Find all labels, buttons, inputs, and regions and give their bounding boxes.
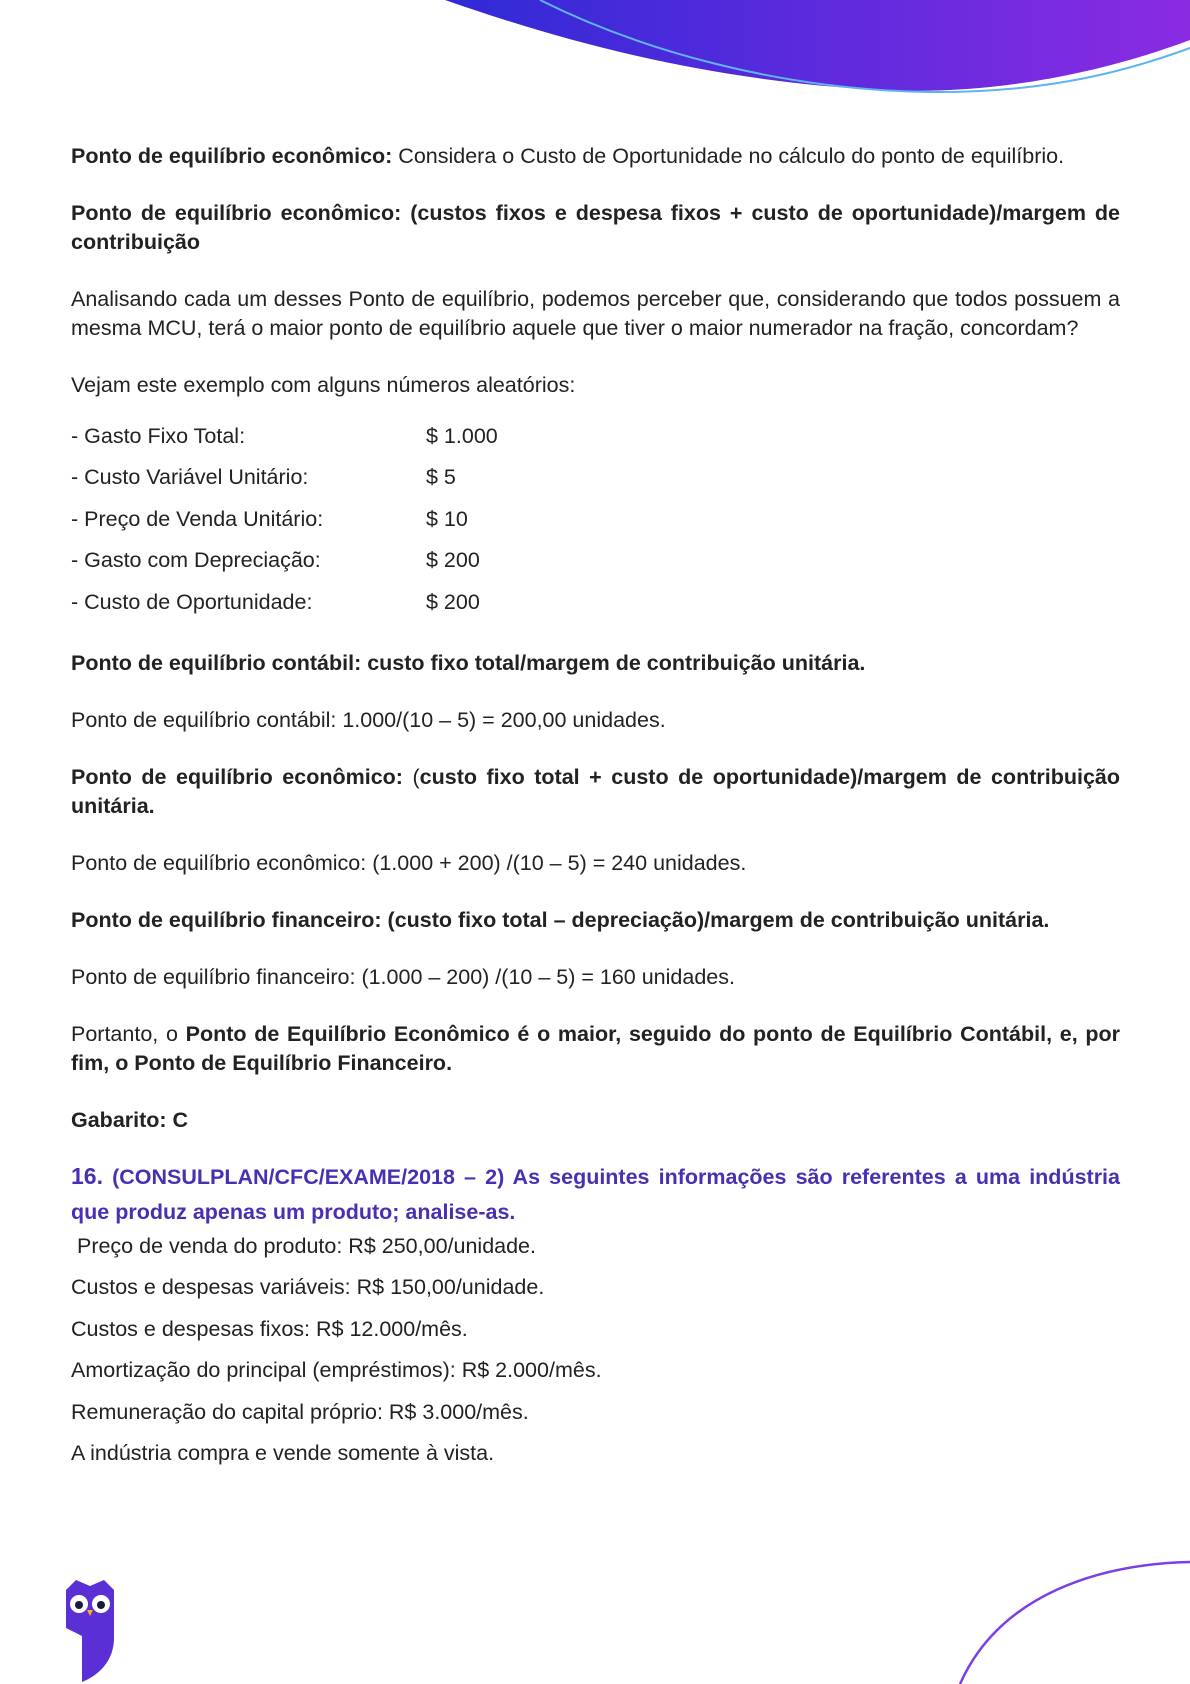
- calc-contabil: Ponto de equilíbrio contábil: 1.000/(10 – 5) = 200,00 unidades.: [71, 707, 666, 732]
- example-values-list: [71, 422, 1120, 629]
- conclusion-prefix: Portanto, o: [71, 1021, 186, 1046]
- formula-contabil: [71, 649, 1120, 678]
- header-wave-decoration: [0, 0, 1190, 100]
- answer-text: Gabarito: C: [71, 1107, 189, 1132]
- value-amount: $ 1.000: [426, 424, 498, 448]
- formula-bold: Ponto de equilíbrio econômico: (custos fixos e despesa fixos + custo de oportunidade)/margem de contribuição: [71, 201, 1120, 254]
- paragraph-definition: [71, 142, 1120, 171]
- paragraph-formula-general: [71, 199, 1120, 257]
- conclusion-bold: Ponto de Equilíbrio Econômico é o maior, seguido do ponto de Equilíbrio Contábil, e, por fim, o Ponto de Equilíbrio Financeiro.: [71, 1021, 1121, 1075]
- value-amount: $ 5: [426, 465, 456, 490]
- term-bold: Ponto de equilíbrio econômico:: [71, 144, 393, 168]
- value-amount: $ 200: [426, 548, 480, 573]
- list-item: [71, 422, 1120, 463]
- formula-economico-bold-a: Ponto de equilíbrio econômico:: [71, 764, 403, 789]
- formula-contabil-bold: Ponto de equilíbrio contábil: custo fixo total/margem de contribuição unitária.: [71, 650, 866, 675]
- calc-economico: Ponto de equilíbrio econômico: (1.000 + 200) /(10 – 5) = 240 unidades.: [71, 850, 747, 875]
- value-label: - Preço de Venda Unitário:: [71, 506, 324, 531]
- document-body: [71, 142, 1120, 1480]
- footer-curve-decoration: [930, 1554, 1190, 1684]
- question-text: (CONSULPLAN/CFC/EXAME/2018 – 2) As seguintes informações são referentes a uma indústria que produz apenas um produto; analise-as.: [71, 1164, 1120, 1224]
- formula-economico-paren: (: [402, 764, 420, 789]
- list-item: [71, 546, 1120, 587]
- owl-logo-icon: [62, 1578, 118, 1684]
- question-16: [71, 1159, 1120, 1480]
- value-amount: $ 10: [426, 506, 468, 531]
- question-title: [71, 1159, 1120, 1230]
- list-item: [71, 588, 1120, 629]
- list-item: [71, 463, 1120, 504]
- question-number: 16.: [71, 1162, 103, 1189]
- list-item: [71, 505, 1120, 546]
- value-label: - Custo Variável Unitário:: [71, 465, 309, 490]
- question-line: Custos e despesas fixos: R$ 12.000/mês.: [71, 1316, 468, 1341]
- question-line: Preço de venda do produto: R$ 250,00/unidade.: [71, 1233, 536, 1258]
- definition-text: Considera o Custo de Oportunidade no cálculo do ponto de equilíbrio.: [392, 144, 1065, 168]
- question-line: Amortização do principal (empréstimos): R$ 2.000/mês.: [71, 1358, 602, 1383]
- value-label: - Gasto Fixo Total:: [71, 424, 246, 448]
- calc-financeiro: Ponto de equilíbrio financeiro: (1.000 – 200) /(10 – 5) = 160 unidades.: [71, 964, 735, 989]
- conclusion-paragraph: [71, 1020, 1120, 1078]
- value-label: - Custo de Oportunidade:: [71, 589, 313, 614]
- value-amount: $ 200: [426, 589, 480, 614]
- formula-financeiro-bold: Ponto de equilíbrio financeiro: (custo fixo total – depreciação)/margem de contribuição unitária.: [71, 907, 1050, 932]
- formula-economico: [71, 763, 1120, 821]
- value-label: - Gasto com Depreciação:: [71, 548, 321, 573]
- formula-economico-bold-b: custo fixo total + custo de oportunidade)/margem de contribuição unitária.: [71, 764, 1120, 818]
- question-line: Remuneração do capital próprio: R$ 3.000/mês.: [71, 1399, 529, 1424]
- answer-key: [71, 1106, 1120, 1135]
- formula-financeiro: [71, 906, 1120, 935]
- paragraph-analysis: Analisando cada um desses Ponto de equilíbrio, podemos perceber que, considerando que todos possuem a mesma MCU, terá o maior ponto de equilíbrio aquele que tiver o maior numerador na fração, concordam?: [71, 287, 1120, 340]
- question-line: Custos e despesas variáveis: R$ 150,00/unidade.: [71, 1275, 545, 1300]
- question-line: A indústria compra e vende somente à vista.: [71, 1440, 495, 1465]
- paragraph-example-intro: Vejam este exemplo com alguns números aleatórios:: [71, 373, 576, 397]
